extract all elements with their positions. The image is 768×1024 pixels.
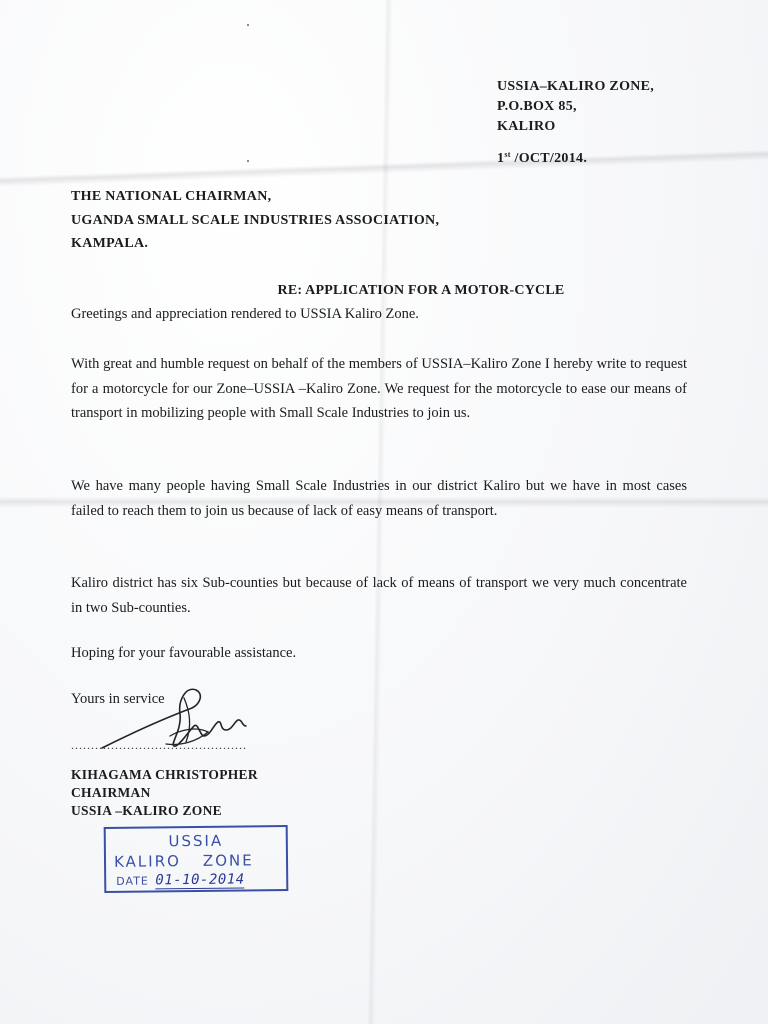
body-paragraph: We have many people having Small Scale Industries in our district Kaliro but we have in most cases failed to reach them to join us because of lack of easy means of transport.: [71, 478, 687, 519]
closing-line: Yours in service: [71, 691, 165, 707]
sender-address: [497, 77, 654, 137]
body-paragraph: Kaliro district has six Sub-counties but because of lack of means of transport we very much concentrate in two Sub-counties.: [71, 575, 687, 616]
greeting: Greetings and appreciation rendered to USSIA Kaliro Zone.: [71, 306, 419, 322]
stamp-zone: ZONE: [202, 851, 254, 870]
hoping-line: Hoping for your favourable assistance.: [71, 645, 297, 661]
office-stamp: [104, 825, 289, 893]
letter-date: [497, 150, 587, 167]
signer-org: USSIA –KALIRO ZONE: [71, 803, 222, 818]
stamp-date-label: DATE: [116, 874, 149, 888]
recipient-line: KAMPALA.: [71, 236, 149, 251]
date-day: 1: [497, 151, 505, 166]
signer-title: CHAIRMAN: [71, 785, 151, 800]
signature-line: ............................................: [71, 738, 247, 752]
date-rest: /OCT/2014.: [510, 151, 588, 166]
recipient-address: [71, 185, 439, 256]
date-suffix: st: [504, 150, 511, 159]
sender-address-line: USSIA–KALIRO ZONE,: [497, 79, 655, 94]
stamp-kaliro: KALIRO: [113, 852, 181, 871]
sender-address-line: P.O.BOX 85,: [497, 99, 577, 114]
paper-speck: [247, 24, 249, 26]
sender-address-line: KALIRO: [497, 119, 556, 134]
body-paragraph: With great and humble request on behalf of the members of USSIA–Kaliro Zone I hereby write to request for a motorcycle for our Zone–USSIA –Kaliro Zone. We request for the motorcycle to ease our means of transport in mobilizing people with Small Scale Industries to join us.: [71, 356, 687, 421]
stamp-date-value: 01-10-2014: [155, 871, 245, 889]
stamp-date-line: [116, 871, 245, 888]
recipient-line: THE NATIONAL CHAIRMAN,: [71, 189, 272, 204]
subject-text: RE: APPLICATION FOR A MOTOR-CYCLE: [277, 283, 565, 298]
subject-line: [0, 283, 768, 299]
stamp-zone-line: [114, 851, 254, 870]
signer-name: KIHAGAMA CHRISTOPHER: [71, 767, 258, 782]
paper-speck: [247, 160, 249, 162]
signer-block: [71, 766, 258, 820]
recipient-line: UGANDA SMALL SCALE INDUSTRIES ASSOCIATION,: [71, 212, 440, 228]
stamp-org: USSIA: [168, 831, 224, 851]
